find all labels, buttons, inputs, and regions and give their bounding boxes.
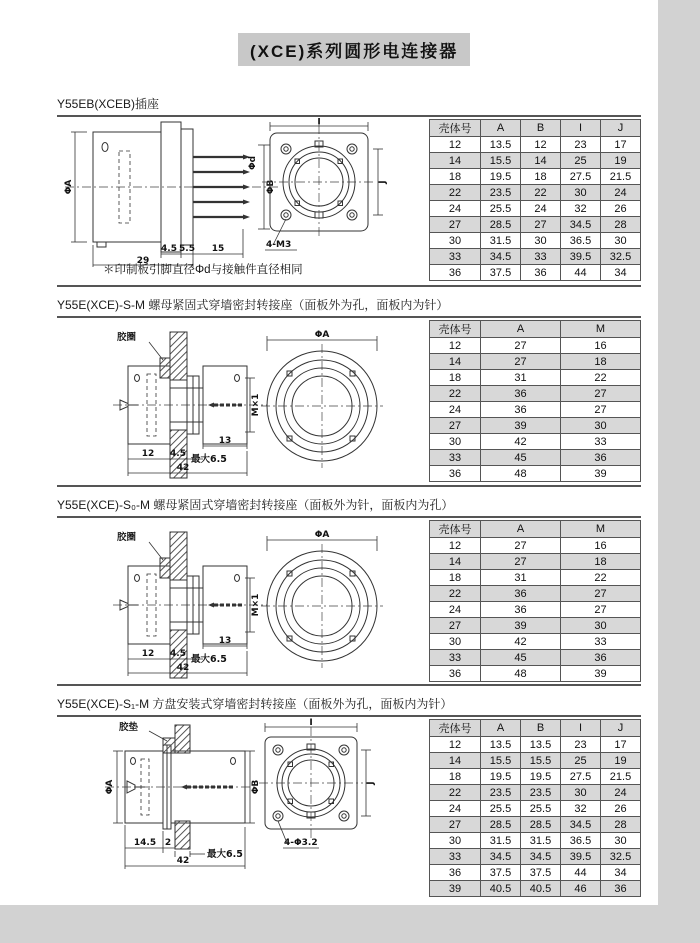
table-row xyxy=(430,833,641,849)
column-header: A xyxy=(481,120,521,137)
dim-label-phi-d: Φd xyxy=(248,155,258,171)
table-cell: 46 xyxy=(561,881,601,897)
table-cell: 31 xyxy=(481,370,561,386)
table-cell: 30 xyxy=(561,418,641,434)
section-body xyxy=(57,318,641,485)
scan-margin-bottom xyxy=(0,905,700,943)
table-cell: 25.5 xyxy=(481,201,521,217)
table-row xyxy=(430,169,641,185)
table-cell: 18 xyxy=(430,370,481,386)
front-view xyxy=(262,118,388,251)
table-cell: 36 xyxy=(430,666,481,682)
table-row xyxy=(430,418,641,434)
section-heading: Y55E(XCE)-S₀-M 螺母紧固式穿墙密封转接座（面板外为针，面板内为孔） xyxy=(57,498,454,512)
side-view xyxy=(113,331,267,478)
table-cell: 48 xyxy=(481,466,561,482)
table-cell: 19.5 xyxy=(481,169,521,185)
table-row xyxy=(430,233,641,249)
column-header: B xyxy=(521,720,561,737)
dim-label-12: 12 xyxy=(141,449,155,459)
table-cell: 34.5 xyxy=(561,817,601,833)
header-row xyxy=(430,120,641,137)
table-cell: 15.5 xyxy=(521,753,561,769)
table-cell: 36.5 xyxy=(561,233,601,249)
table-cell: 23 xyxy=(561,137,601,153)
table-cell: 30 xyxy=(601,233,641,249)
dim-label-4-5: 4.5 xyxy=(161,244,177,254)
table-cell: 30 xyxy=(430,634,481,650)
table-cell: 36 xyxy=(430,265,481,281)
table-cell: 23.5 xyxy=(521,785,561,801)
section-heading: Y55E(XCE)-S₁-M 方盘安装式穿墙密封转接座（面板外为孔，面板内为针） xyxy=(57,697,453,711)
s-m-technical-drawing xyxy=(57,318,429,483)
table-cell: 27.5 xyxy=(561,769,601,785)
dim-label-front-phi-a: ΦA xyxy=(314,530,330,540)
dim-label-front-phi-a: ΦA xyxy=(314,330,330,340)
dim-label-13: 13 xyxy=(218,636,232,646)
table-cell: 30 xyxy=(561,618,641,634)
table-cell: 14 xyxy=(430,354,481,370)
table-row xyxy=(430,370,641,386)
table-cell: 32 xyxy=(561,801,601,817)
table-cell: 24 xyxy=(430,801,481,817)
table-cell: 21.5 xyxy=(601,169,641,185)
table-cell: 18 xyxy=(561,554,641,570)
table-cell: 36 xyxy=(481,402,561,418)
dim-label-14-5: 14.5 xyxy=(133,838,157,848)
table-cell: 36 xyxy=(601,881,641,897)
label-mounting-holes: 4-M3 xyxy=(266,240,292,250)
table-row xyxy=(430,153,641,169)
table-row xyxy=(430,634,641,650)
dimension-table xyxy=(429,320,641,482)
table-cell: 15.5 xyxy=(481,753,521,769)
dim-label-4-5: 4.5 xyxy=(170,649,186,659)
front-view xyxy=(261,530,383,668)
table-cell: 44 xyxy=(561,865,601,881)
section-s1-m xyxy=(57,695,641,907)
table-cell: 27 xyxy=(430,817,481,833)
section-body xyxy=(57,518,641,684)
table-cell: 37.5 xyxy=(481,865,521,881)
table-cell: 13.5 xyxy=(481,137,521,153)
dim-label-i: I xyxy=(317,117,321,128)
table-cell: 32.5 xyxy=(601,249,641,265)
table-cell: 27 xyxy=(481,354,561,370)
table-cell: 12 xyxy=(430,538,481,554)
dim-label-42: 42 xyxy=(176,663,190,673)
table-cell: 19.5 xyxy=(481,769,521,785)
column-header: B xyxy=(521,120,561,137)
table-cell: 22 xyxy=(430,586,481,602)
socket-technical-drawing xyxy=(57,117,429,267)
table-row xyxy=(430,881,641,897)
table-cell: 26 xyxy=(601,201,641,217)
table-row xyxy=(430,538,641,554)
table-row xyxy=(430,817,641,833)
table-cell: 36.5 xyxy=(561,833,601,849)
front-view xyxy=(261,330,383,468)
seal-ring-label: 胶圈 xyxy=(117,532,137,543)
dim-label-max: 最大6.5 xyxy=(191,654,227,665)
table-row xyxy=(430,618,641,634)
table-row xyxy=(430,201,641,217)
table-cell: 34.5 xyxy=(481,849,521,865)
table-row xyxy=(430,386,641,402)
table-cell: 32.5 xyxy=(601,849,641,865)
table-cell: 24 xyxy=(430,602,481,618)
table-cell: 32 xyxy=(561,201,601,217)
table-cell: 30 xyxy=(601,833,641,849)
column-header: 壳体号 xyxy=(430,521,481,538)
table-cell: 36 xyxy=(561,650,641,666)
table-row xyxy=(430,769,641,785)
table-row xyxy=(430,338,641,354)
table-cell: 33 xyxy=(561,634,641,650)
table-cell: 39.5 xyxy=(561,249,601,265)
table-cell: 44 xyxy=(561,265,601,281)
table-cell: 36 xyxy=(481,386,561,402)
table-cell: 34.5 xyxy=(481,249,521,265)
dimension-table xyxy=(429,719,641,897)
section-s-m xyxy=(57,296,641,487)
column-header: 壳体号 xyxy=(430,120,481,137)
section-body xyxy=(57,717,641,905)
table-cell: 36 xyxy=(481,602,561,618)
table-row xyxy=(430,586,641,602)
dim-label-i: I xyxy=(309,718,313,728)
dim-label-phi-a: ΦA xyxy=(105,779,115,795)
thread-label: M×1 xyxy=(251,393,261,417)
table-cell: 33 xyxy=(430,650,481,666)
table-cell: 31 xyxy=(481,570,561,586)
page-content xyxy=(57,95,641,907)
column-header: A xyxy=(481,521,561,538)
dim-label-phi-a: ΦA xyxy=(64,179,74,195)
column-header: I xyxy=(561,120,601,137)
table-cell: 27.5 xyxy=(561,169,601,185)
table-cell: 22 xyxy=(561,570,641,586)
table-cell: 22 xyxy=(430,785,481,801)
dim-label-2: 2 xyxy=(164,838,172,848)
table-row xyxy=(430,434,641,450)
table-row xyxy=(430,265,641,281)
table-cell: 34.5 xyxy=(561,217,601,233)
footnote: ＊印制板引脚直径Φd与接触件直径相同 xyxy=(103,264,303,276)
table-cell: 19.5 xyxy=(521,769,561,785)
table-cell: 34.5 xyxy=(521,849,561,865)
table-cell: 16 xyxy=(561,538,641,554)
table-cell: 26 xyxy=(601,801,641,817)
table-cell: 14 xyxy=(430,554,481,570)
table-row xyxy=(430,753,641,769)
dim-label-max: 最大6.5 xyxy=(207,849,243,860)
table-row xyxy=(430,737,641,753)
table-cell: 25.5 xyxy=(481,801,521,817)
table-cell: 45 xyxy=(481,650,561,666)
column-header: A xyxy=(481,720,521,737)
page-title: (XCE)系列圆形电连接器 xyxy=(238,33,470,66)
dim-label-12: 12 xyxy=(141,649,155,659)
table-cell: 27 xyxy=(430,217,481,233)
table-cell: 42 xyxy=(481,634,561,650)
table-cell: 31.5 xyxy=(481,233,521,249)
table-cell: 39 xyxy=(481,418,561,434)
column-header: I xyxy=(561,720,601,737)
table-cell: 27 xyxy=(561,386,641,402)
table-cell: 18 xyxy=(430,169,481,185)
seal-ring-label: 胶圈 xyxy=(117,332,137,343)
front-view xyxy=(259,718,376,848)
table-cell: 23.5 xyxy=(481,185,521,201)
table-cell: 22 xyxy=(430,386,481,402)
section-socket xyxy=(57,95,641,287)
dim-label-phi-b: ΦB xyxy=(251,779,261,795)
table-cell: 27 xyxy=(561,602,641,618)
dim-label-4-5: 4.5 xyxy=(170,449,186,459)
table-cell: 28.5 xyxy=(481,817,521,833)
table-cell: 18 xyxy=(521,169,561,185)
table-cell: 36 xyxy=(561,450,641,466)
table-cell: 21.5 xyxy=(601,769,641,785)
table-cell: 17 xyxy=(601,737,641,753)
dim-label-42: 42 xyxy=(176,856,190,866)
table-cell: 31.5 xyxy=(481,833,521,849)
table-cell: 33 xyxy=(430,249,481,265)
table-cell: 23 xyxy=(561,737,601,753)
table-cell: 30 xyxy=(561,785,601,801)
table-cell: 37.5 xyxy=(521,865,561,881)
table-cell: 13.5 xyxy=(481,737,521,753)
table-cell: 36 xyxy=(430,466,481,482)
table-cell: 30 xyxy=(430,833,481,849)
table-cell: 18 xyxy=(430,769,481,785)
table-row xyxy=(430,137,641,153)
table-cell: 22 xyxy=(561,370,641,386)
table-row xyxy=(430,602,641,618)
column-header: J xyxy=(601,720,641,737)
table-row xyxy=(430,185,641,201)
s0-m-technical-drawing xyxy=(57,518,429,683)
table-cell: 27 xyxy=(481,338,561,354)
table-cell: 37.5 xyxy=(481,265,521,281)
dim-label-5-5: 5.5 xyxy=(179,244,195,254)
table-cell: 18 xyxy=(561,354,641,370)
table-cell: 25 xyxy=(561,753,601,769)
section-heading: Y55EB(XCEB)插座 xyxy=(57,97,160,111)
thread-label: M×1 xyxy=(251,593,261,617)
table-cell: 16 xyxy=(561,338,641,354)
section-s0-m xyxy=(57,496,641,686)
table-cell: 14 xyxy=(521,153,561,169)
column-header: M xyxy=(561,521,641,538)
table-cell: 17 xyxy=(601,137,641,153)
table-cell: 36 xyxy=(521,265,561,281)
table-cell: 27 xyxy=(481,538,561,554)
table-cell: 33 xyxy=(430,849,481,865)
table-cell: 18 xyxy=(430,570,481,586)
table-cell: 24 xyxy=(430,402,481,418)
table-cell: 28.5 xyxy=(481,217,521,233)
table-cell: 28 xyxy=(601,817,641,833)
table-cell: 39.5 xyxy=(561,849,601,865)
table-cell: 33 xyxy=(521,249,561,265)
table-row xyxy=(430,865,641,881)
table-cell: 25 xyxy=(561,153,601,169)
table-cell: 27 xyxy=(430,618,481,634)
table-row xyxy=(430,650,641,666)
table-row xyxy=(430,217,641,233)
column-header: A xyxy=(481,321,561,338)
table-cell: 27 xyxy=(561,402,641,418)
label-mounting-holes: 4-Φ3.2 xyxy=(284,838,318,848)
table-cell: 39 xyxy=(481,618,561,634)
dim-label-j: J xyxy=(366,781,376,785)
column-header: M xyxy=(561,321,641,338)
table-cell: 34 xyxy=(601,865,641,881)
dim-label-15: 15 xyxy=(211,244,225,254)
table-row xyxy=(430,249,641,265)
dim-label-max: 最大6.5 xyxy=(191,454,227,465)
table-cell: 24 xyxy=(601,185,641,201)
dim-label-42: 42 xyxy=(176,463,190,473)
table-cell: 12 xyxy=(430,737,481,753)
table-cell: 30 xyxy=(430,233,481,249)
table-row xyxy=(430,801,641,817)
table-row xyxy=(430,666,641,682)
table-cell: 45 xyxy=(481,450,561,466)
table-row xyxy=(430,466,641,482)
table-cell: 23.5 xyxy=(481,785,521,801)
table-row xyxy=(430,402,641,418)
seal-pad-label: 胶垫 xyxy=(119,722,139,733)
column-header: 壳体号 xyxy=(430,720,481,737)
table-cell: 30 xyxy=(430,434,481,450)
table-cell: 27 xyxy=(521,217,561,233)
table-row xyxy=(430,849,641,865)
table-cell: 30 xyxy=(521,233,561,249)
table-row xyxy=(430,354,641,370)
table-cell: 14 xyxy=(430,153,481,169)
table-cell: 34 xyxy=(601,265,641,281)
header-row xyxy=(430,521,641,538)
column-header: J xyxy=(601,120,641,137)
table-cell: 12 xyxy=(521,137,561,153)
side-view xyxy=(113,531,267,678)
side-view xyxy=(64,122,279,267)
column-header: 壳体号 xyxy=(430,321,481,338)
table-cell: 39 xyxy=(561,666,641,682)
table-cell: 24 xyxy=(430,201,481,217)
table-cell: 39 xyxy=(561,466,641,482)
table-cell: 12 xyxy=(430,338,481,354)
table-cell: 25.5 xyxy=(521,801,561,817)
dim-label-j: J xyxy=(378,180,388,184)
header-row xyxy=(430,720,641,737)
table-row xyxy=(430,785,641,801)
section-body xyxy=(57,117,641,285)
table-cell: 24 xyxy=(521,201,561,217)
table-cell: 14 xyxy=(430,753,481,769)
table-cell: 48 xyxy=(481,666,561,682)
table-cell: 12 xyxy=(430,137,481,153)
table-cell: 27 xyxy=(481,554,561,570)
table-cell: 36 xyxy=(430,865,481,881)
table-cell: 30 xyxy=(561,185,601,201)
table-row xyxy=(430,554,641,570)
table-cell: 19 xyxy=(601,153,641,169)
table-cell: 42 xyxy=(481,434,561,450)
table-row xyxy=(430,570,641,586)
table-cell: 39 xyxy=(430,881,481,897)
table-cell: 24 xyxy=(601,785,641,801)
table-cell: 36 xyxy=(481,586,561,602)
dimension-table xyxy=(429,119,641,281)
table-cell: 15.5 xyxy=(481,153,521,169)
table-cell: 33 xyxy=(561,434,641,450)
side-view xyxy=(105,721,261,869)
table-cell: 22 xyxy=(521,185,561,201)
header-row xyxy=(430,321,641,338)
dim-label-phi-b: ΦB xyxy=(266,179,276,195)
dim-label-13: 13 xyxy=(218,436,232,446)
table-cell: 40.5 xyxy=(481,881,521,897)
table-cell: 33 xyxy=(430,450,481,466)
table-cell: 28.5 xyxy=(521,817,561,833)
table-cell: 13.5 xyxy=(521,737,561,753)
dim-label-29: 29 xyxy=(136,256,150,266)
scan-margin-right xyxy=(658,0,700,943)
s1-m-technical-drawing xyxy=(57,717,429,885)
table-cell: 31.5 xyxy=(521,833,561,849)
table-cell: 19 xyxy=(601,753,641,769)
table-cell: 27 xyxy=(430,418,481,434)
table-row xyxy=(430,450,641,466)
section-heading: Y55E(XCE)-S-M 螺母紧固式穿墙密封转接座（面板外为孔，面板内为针） xyxy=(57,298,449,312)
dimension-table xyxy=(429,520,641,682)
table-cell: 27 xyxy=(561,586,641,602)
table-cell: 28 xyxy=(601,217,641,233)
table-cell: 40.5 xyxy=(521,881,561,897)
table-cell: 22 xyxy=(430,185,481,201)
